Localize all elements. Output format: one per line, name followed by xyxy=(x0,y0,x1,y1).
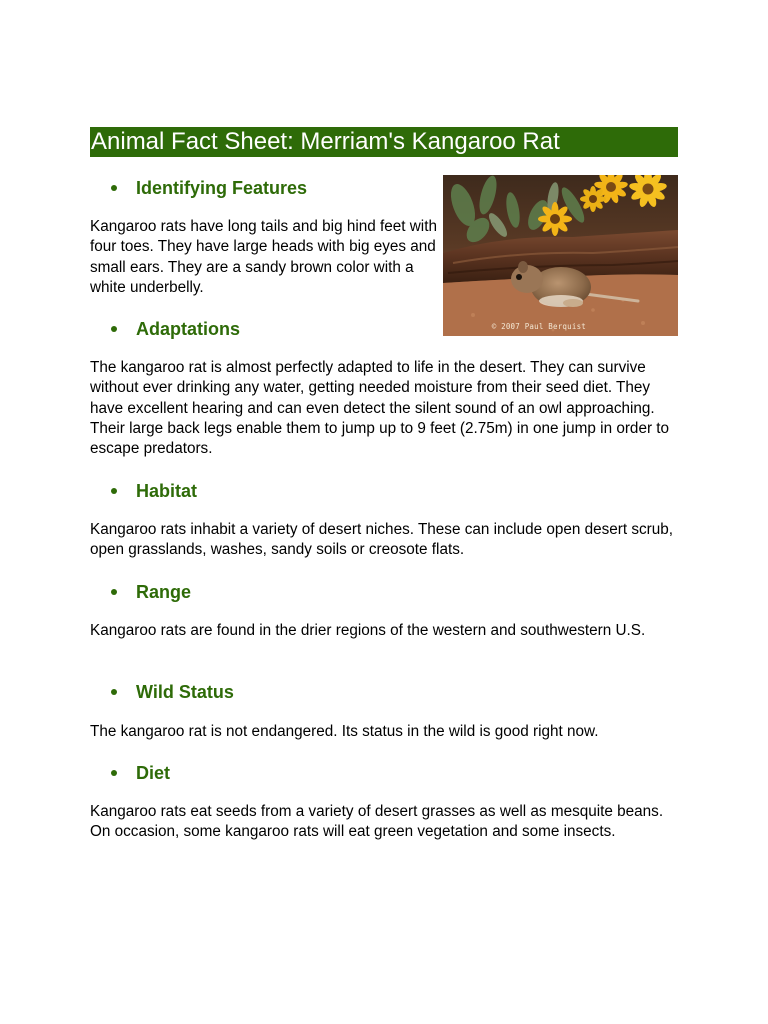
bullet-icon xyxy=(111,488,117,494)
bullet-icon xyxy=(111,185,117,191)
bullet-icon xyxy=(111,326,117,332)
bullet-icon xyxy=(111,689,117,695)
section-heading-diet xyxy=(111,761,170,785)
section-heading-range xyxy=(111,580,191,604)
section-heading-habitat xyxy=(111,479,197,503)
kangaroo-rat-photo xyxy=(443,175,678,336)
section-body-identifying-features: Kangaroo rats have long tails and big hind feet with four toes. They have large heads with big eyes and small ears. They are a sandy brown color with a white underbelly. xyxy=(90,218,437,296)
section-body-wild-status: The kangaroo rat is not endangered. Its status in the wild is good right now. xyxy=(90,723,599,740)
section-body-diet: Kangaroo rats eat seeds from a variety of desert grasses as well as mesquite beans. On occasion, some kangaroo rats will eat green vegetation and some insects. xyxy=(90,803,664,841)
section-heading-adaptations xyxy=(111,317,240,341)
heading-text: Habitat xyxy=(136,481,198,501)
title-bar xyxy=(90,127,678,157)
section-body-habitat: Kangaroo rats inhabit a variety of desert niches. These can include open desert scrub, open grasslands, washes, sandy soils or creosote flats. xyxy=(90,521,674,559)
bullet-icon xyxy=(111,589,117,595)
photo-credit: © 2007 Paul Berquist xyxy=(491,322,586,331)
bullet-icon xyxy=(111,770,117,776)
section-body-range: Kangaroo rats are found in the drier regions of the western and southwestern U.S. xyxy=(90,622,646,639)
heading-text: Identifying Features xyxy=(136,178,308,198)
section-heading-identifying-features xyxy=(111,176,307,200)
section-heading-wild-status xyxy=(111,680,234,704)
heading-text: Adaptations xyxy=(136,319,241,339)
section-body-adaptations: The kangaroo rat is almost perfectly adapted to life in the desert. They can survive without ever drinking any water, getting needed moisture from their seed diet. They have excellent hearing and can even detect the silent sound of an owl approaching. Their large back legs enable them to jump up to 9 feet (2.75m) in one jump in order to escape predators. xyxy=(90,359,670,458)
heading-text: Wild Status xyxy=(136,682,234,702)
heading-text: Diet xyxy=(136,763,171,783)
photo-illustration xyxy=(443,175,678,336)
page-title: Animal Fact Sheet: Merriam's Kangaroo Rat xyxy=(91,128,560,155)
heading-text: Range xyxy=(136,582,192,602)
